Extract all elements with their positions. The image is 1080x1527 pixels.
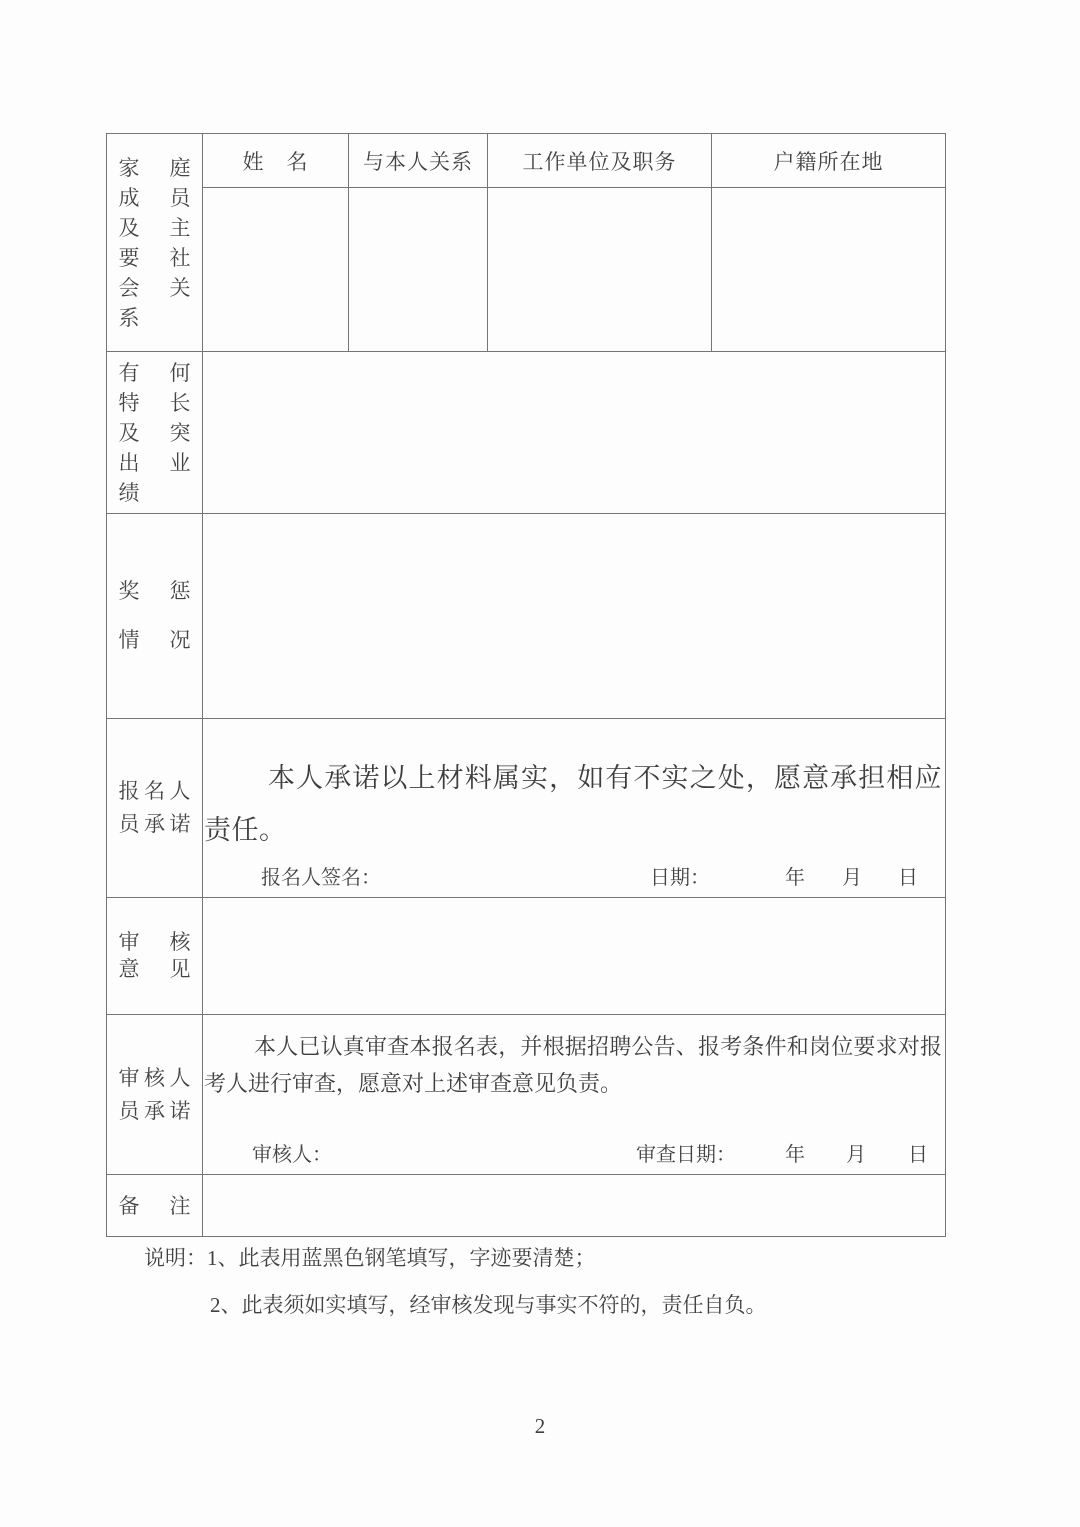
specialty-label-text: 有 何 特 长 及 突 出 业 绩 bbox=[118, 360, 191, 505]
review-date-year: 年 bbox=[785, 1144, 805, 1166]
rewards-label-text: 奖 惩 情 况 bbox=[118, 579, 191, 652]
review-date-month: 月 bbox=[846, 1144, 866, 1166]
section-rewards-label bbox=[107, 514, 203, 719]
family-residence-cell bbox=[712, 188, 946, 352]
section-applicant-pledge-label bbox=[107, 719, 203, 898]
family-relation-cell bbox=[349, 188, 488, 352]
family-workunit-header: 工作单位及职务 bbox=[488, 134, 712, 188]
review-date-day: 日 bbox=[908, 1144, 928, 1166]
reviewer-signature-label: 审核人： bbox=[252, 1144, 332, 1166]
note-item-1: 1、此表用蓝黑色钢笔填写，字迹要清楚； bbox=[207, 1246, 596, 1270]
family-name-cell bbox=[203, 188, 349, 352]
family-relation-header: 与本人关系 bbox=[349, 134, 488, 188]
specialty-cell bbox=[203, 352, 946, 514]
reviewer-signature-row bbox=[203, 1138, 945, 1164]
remarks-label-text: 备 注 bbox=[118, 1193, 191, 1218]
applicant-date-day: 日 bbox=[898, 867, 918, 889]
section-remarks-label bbox=[107, 1175, 203, 1237]
section-review-opinion-label bbox=[107, 898, 203, 1015]
applicant-pledge-label-text: 报 名 人 员 承 诺 bbox=[118, 779, 191, 836]
applicant-date-month: 月 bbox=[842, 867, 862, 889]
rewards-cell bbox=[203, 514, 946, 719]
applicant-pledge-cell bbox=[203, 719, 946, 898]
family-residence-header: 户籍所在地 bbox=[712, 134, 946, 188]
application-form-table bbox=[106, 133, 946, 1237]
footer-notes bbox=[144, 1246, 767, 1317]
section-specialty-label bbox=[107, 352, 203, 514]
review-date-label: 审查日期： bbox=[636, 1144, 736, 1166]
remarks-cell bbox=[203, 1175, 946, 1237]
reviewer-date-part bbox=[636, 1138, 928, 1167]
section-reviewer-pledge-label bbox=[107, 1015, 203, 1175]
family-name-header: 姓 名 bbox=[203, 134, 349, 188]
applicant-pledge-statement: 本人承诺以上材料属实，如有不实之处，愿意承担相应责任。 bbox=[204, 763, 942, 845]
reviewer-pledge-cell bbox=[203, 1015, 946, 1175]
section-family-label bbox=[107, 134, 203, 352]
note-item-2: 2、此表须如实填写，经审核发现与事实不符的，责任自负。 bbox=[210, 1293, 767, 1317]
applicant-date-year: 年 bbox=[785, 867, 805, 889]
family-label-text: 家 庭 成 员 及 主 要 社 会 关 系 bbox=[118, 155, 191, 330]
applicant-date-label: 日期： bbox=[650, 867, 710, 889]
applicant-signature-label: 报名人签名： bbox=[261, 867, 381, 889]
reviewer-pledge-statement: 本人已认真审查本报名表，并根据招聘公告、报考条件和岗位要求对报考人进行审查，愿意对上述审查意见负责。 bbox=[204, 1034, 942, 1096]
review-opinion-label-text: 审 核 意 见 bbox=[118, 930, 191, 981]
review-opinion-cell bbox=[203, 898, 946, 1015]
applicant-signature-row bbox=[203, 861, 945, 887]
family-workunit-cell bbox=[488, 188, 712, 352]
notes-prefix: 说明： bbox=[144, 1246, 207, 1270]
applicant-date-part bbox=[650, 861, 918, 890]
reviewer-pledge-label-text: 审 核 人 员 承 诺 bbox=[118, 1065, 191, 1123]
page-number: 2 bbox=[534, 1414, 546, 1438]
